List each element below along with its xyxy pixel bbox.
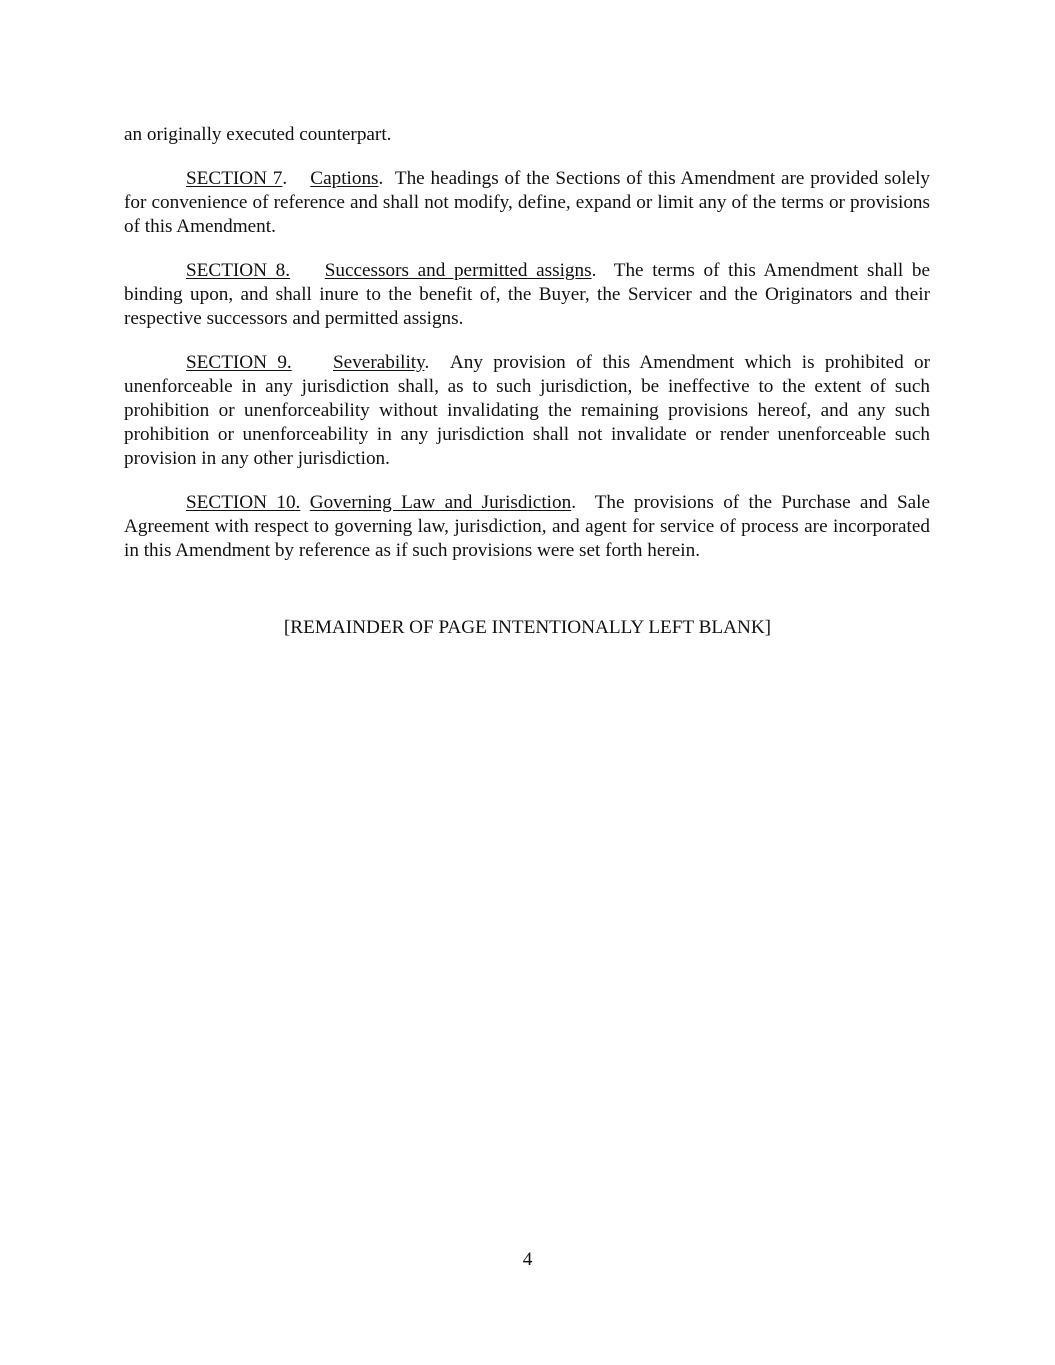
section-9 <box>124 351 930 471</box>
page-number: 4 <box>522 1249 533 1270</box>
section-title: Successors and permitted assigns <box>324 260 592 281</box>
section-number: SECTION 10. <box>186 492 301 513</box>
section-body: The terms of this Amendment shall be binding upon, and shall inure to the benefit of, the Buyer, the Servicer and the Originators and their respective successors and permitted assigns. <box>124 260 931 329</box>
section-title-suffix: . <box>378 168 384 189</box>
intentionally-blank-notice: [REMAINDER OF PAGE INTENTIONALLY LEFT BLANK] <box>283 617 772 638</box>
section-number: SECTION 8. <box>186 260 291 281</box>
section-title-suffix: . <box>571 492 576 513</box>
section-body: Any provision of this Amendment which is prohibited or unenforceable in any jurisdiction shall, as to such jurisdiction, be ineffective to the extent of such prohibition or unenforceability without invalidating the remaining provisions hereof, and any such prohibition or unenforceability in any jurisdiction shall not invalidate or render unenforceable such provision in any other jurisdiction. <box>124 352 931 469</box>
section-title: Captions <box>310 168 379 189</box>
document-body <box>124 123 930 563</box>
section-body: The headings of the Sections of this Amendment are provided solely for convenience of reference and shall not modify, define, expand or limit any of the terms or provisions of this Amendment. <box>124 168 931 237</box>
section-title-suffix: . <box>591 260 597 281</box>
section-number: SECTION 7 <box>186 168 283 189</box>
section-body: The provisions of the Purchase and Sale Agreement with respect to governing law, jurisdiction, and agent for service of process are incorporated in this Amendment by reference as if such provisions were set forth herein. <box>124 492 931 561</box>
section-10 <box>124 491 930 563</box>
section-8 <box>124 259 930 331</box>
section-title-suffix: . <box>424 352 430 373</box>
section-number: SECTION 9. <box>186 352 292 373</box>
section-title: Governing Law and Jurisdiction <box>309 492 572 513</box>
section-7 <box>124 167 930 239</box>
section-title: Severability <box>333 352 425 373</box>
section-number-suffix: . <box>282 168 288 189</box>
continuation-text: an originally executed counterpart. <box>124 124 392 145</box>
